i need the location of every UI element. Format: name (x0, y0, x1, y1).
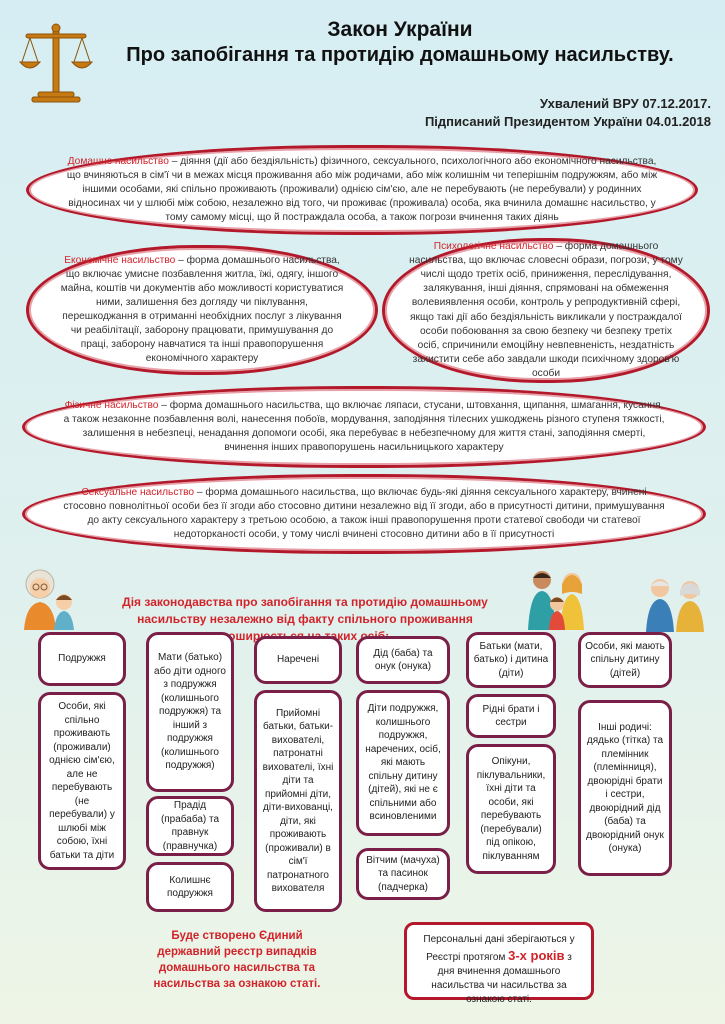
personal-data-before: Персональні дані зберігаються у Реєстрі протягом (423, 934, 575, 963)
elderly-couple-icon (640, 574, 710, 632)
person-spouses: Подружжя (38, 632, 126, 686)
person-great-grandparents: Прадід (прабаба) та правнук (правнучка) (146, 796, 234, 856)
term-psychological: Психологічне насильство (433, 241, 554, 253)
person-grandparents: Дід (баба) та онук (онука) (356, 636, 450, 684)
definition-physical (22, 386, 706, 468)
signed-date: Підписаний Президентом України 04.01.2018 (424, 114, 711, 129)
definition-psychological (382, 238, 710, 383)
term-physical: Фізичне насильство (64, 399, 159, 411)
person-common-child: Особи, які мають спільну дитину (дітей) (578, 632, 672, 688)
family-icon (522, 568, 592, 630)
personal-data-highlight: 3-х років (508, 948, 565, 963)
term-economic: Економічне насильство (64, 254, 176, 266)
person-stepfather-stepson: Вітчим (мачуха) та пасинок (падчерка) (356, 848, 450, 900)
definition-economic (26, 245, 378, 375)
scope-heading: Дія законодавства про запобігання та протидію домашньому насильству незалежно від факту спільного проживання таких (122, 595, 488, 643)
term-domestic: Домашнє насильство (67, 155, 169, 167)
personal-data-note (404, 922, 594, 1006)
person-cohabitants: Особи, які спільно проживають (проживали) однією сім'єю, але не перебувають (не перебували) у шлюбі між собою, їхні батьки та діти (38, 692, 126, 870)
person-siblings: Рідні брати і сестри (466, 694, 556, 738)
person-spouses-children: Діти подружжя, колишнього подружжя, наречених, осіб, які мають спільну дитину (дітей), які не є спільними або всиновленими (356, 690, 450, 836)
grandmother-child-icon (18, 566, 80, 630)
page-title-line1: Закон України (327, 18, 473, 41)
term-sexual: Сексуальне насильство (81, 486, 195, 498)
text-sexual: – форма домашнього насильства, що включає будь-які діяння сексуального характеру, вчинені стосовно повнолітньої особи без її згоди або стосовно дитини незалежно від її згоди, або в присутності дитини, примушування до акту сексуального характеру з третьою особою, а також інші правопорушення проти статевої свободи чи статевої недоторканості особи, у тому числі вчинені стосовно дитини або в її присутності (63, 486, 665, 541)
text-economic: – форма домашнього насильства, що включає умисне позбавлення житла, їжі, одягу, іншого майна, коштів чи документів або можливості користуватися ними, залишення без догляду чи піклування, перешкоджання в отриманні необхідних послуг з лікування чи реабілітації, заборону працювати, примушування до праці, заборону навчатися та інші правопорушення економічного характеру (60, 254, 344, 365)
adopted-date: Ухвалений ВРУ 07.12.2017. (539, 96, 711, 111)
person-foster-parents: Прийомні батьки, батьки-вихователі, патронатні вихователі, їхні діти та прийомні діти, діти-вихованці, діти, які проживають (проживали) в сім'ї патронатного вихователя (254, 690, 342, 912)
person-fiances: Наречені (254, 636, 342, 684)
personal-data-after: з дня вчинення домашнього насильства чи насильства за ознакою статі. (431, 952, 572, 1006)
text-domestic: – діяння (дії або бездіяльність) фізичного, сексуального, психологічного або економічного насильства, що вчиняються в сім'ї чи в межах місця проживання або між родичами, або між колишнім чи теперішнім подружжям, або між іншими особами, які спільно проживають (проживали) однією сім'єю, але не перебувають (не перебували) у родинних відносинах чи у шлюбі між собою, незалежно від того, чи проживає (проживала) особа, яка вчинила домашнє насильство, у тому самому місці, що й постраждала особа, а також погрози вчинення таких діянь (66, 155, 658, 224)
registry-note: Буде створено Єдиний державний реєстр випадків домашнього насильства та насильства за ознакою статі. (153, 930, 321, 991)
definition-sexual (22, 474, 706, 554)
page-title-line2: Про запобігання та протидію домашньому насильству. (126, 44, 674, 66)
text-psychological: – форма домашнього насильства, що включає словесні образи, погрози, у тому числі щодо третіх осіб, приниження, переслідування, залякування, інші діяння, спрямовані на обмеження волевиявлення особи, контроль у репродуктивній сфері, якщо такі дії або бездіяльність викликали у постраждалої особи побоювання за свою безпеку чи безпеку третіх осіб, спричинили емоційну невпевненість, нездатність захистити себе або завдали шкоди психічному здоров'ю особи (409, 241, 683, 379)
person-other-relatives: Інші родичі: дядько (тітка) та племінник (племінниця), двоюрідні брати і сестри, двоюрідний дід (баба) та двоюрідний онук (онука) (578, 700, 672, 876)
person-former-spouses: Колишнє подружжя (146, 862, 234, 912)
person-stepparent: Мати (батько) або діти одного з подружжя (колишнього подружжя) та інший з подружжя (колишнього подружжя) (146, 632, 234, 792)
person-parents-children: Батьки (мати, батько) і дитина (діти) (466, 632, 556, 688)
person-guardians: Опікуни, піклувальники, їхні діти та особи, які перебувають (перебували) під опікою, піклуванням (466, 744, 556, 874)
definition-domestic (26, 145, 698, 235)
text-physical: – форма домашнього насильства, що включає ляпаси, стусани, штовхання, щипання, шмагання, кусання, а також незаконне позбавлення волі, нанесення побоїв, мордування, заподіяння тілесних ушкоджень різного ступеня тяжкості, залишення в небезпеці, ненадання допомоги особі, яка перебуває в небезпечному для життя стані, заподіяння смерті, вчинення інших правопорушень насильницького характеру (63, 399, 665, 454)
